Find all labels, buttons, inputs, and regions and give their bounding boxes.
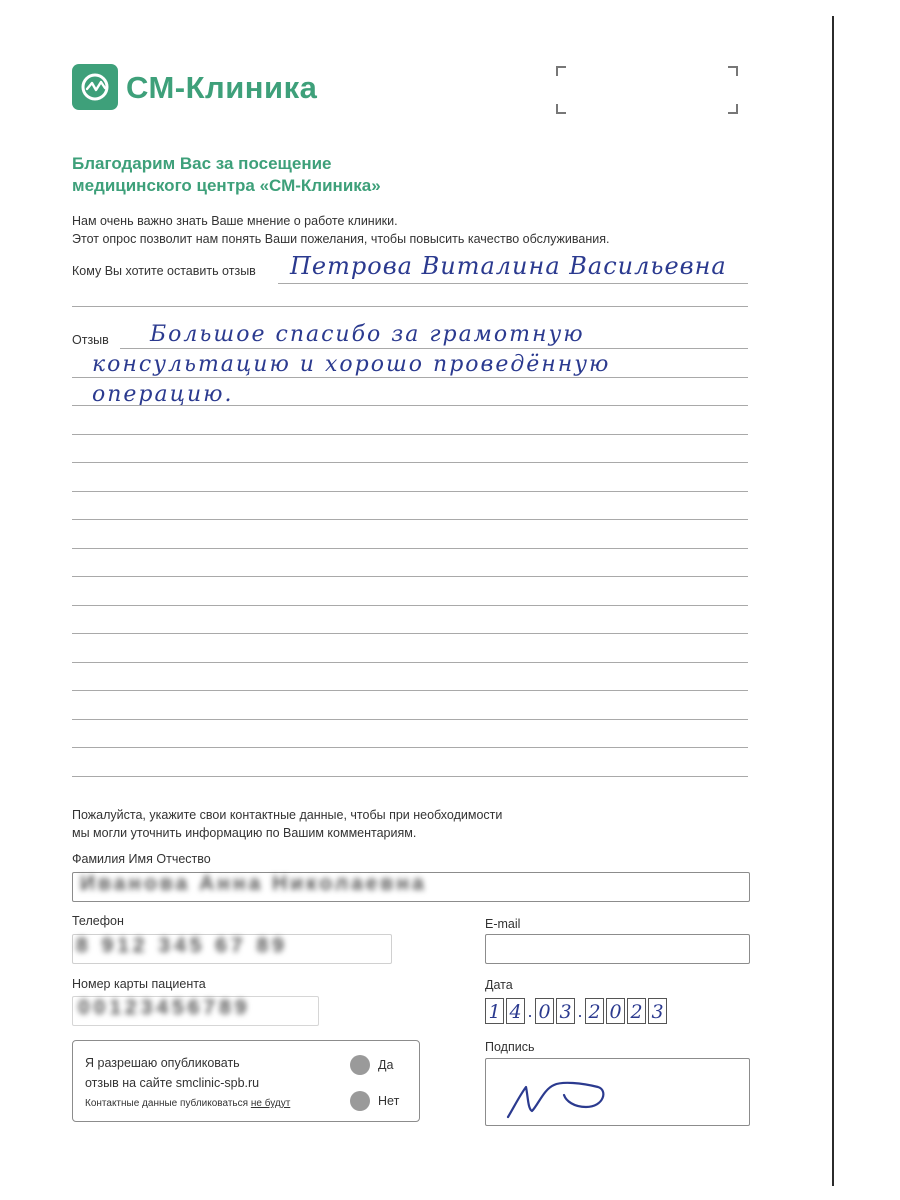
date-year-digit[interactable]: 3: [648, 998, 667, 1024]
date-month-digit[interactable]: 3: [556, 998, 575, 1024]
patient-card-label: Номер карты пациента: [72, 977, 206, 991]
consent-line-1: Я разрешаю опубликовать: [85, 1056, 240, 1070]
consent-yes-radio[interactable]: [350, 1055, 370, 1075]
consent-no-label: Нет: [378, 1094, 400, 1108]
rule-line: [72, 306, 748, 307]
rule-line: [72, 576, 748, 577]
corner-mark-tr: [728, 66, 738, 76]
rule-line: [72, 719, 748, 720]
rule-line: [120, 348, 748, 349]
rule-line: [72, 462, 748, 463]
review-line-1[interactable]: Большое спасибо за грамотную: [150, 322, 585, 347]
date-separator: .: [527, 1001, 533, 1021]
date-separator: .: [577, 1001, 583, 1021]
review-line-2[interactable]: консультацию и хорошо проведённую: [92, 352, 611, 377]
date-year-digit[interactable]: 0: [606, 998, 625, 1024]
handwritten-signature: [486, 1059, 749, 1125]
corner-mark-tl: [556, 66, 566, 76]
date-field[interactable]: [485, 996, 667, 1024]
rule-line: [72, 747, 748, 748]
rule-line: [72, 605, 748, 606]
contacts-prompt: [72, 806, 502, 842]
rule-line: [72, 491, 748, 492]
contacts-prompt-line-2: мы могли уточнить информацию по Вашим комментариям.: [72, 826, 417, 840]
recipient-label: Кому Вы хотите оставить отзыв: [72, 264, 256, 278]
clinic-logo-text: СМ-Клиника: [126, 70, 318, 105]
phone-label: Телефон: [72, 914, 124, 928]
review-line-3[interactable]: операцию.: [92, 382, 234, 407]
intro-text: [72, 212, 609, 248]
rule-line: [72, 405, 748, 406]
email-field[interactable]: [485, 934, 750, 964]
consent-note-text: Контактные данные публиковаться: [85, 1098, 251, 1109]
date-year-digit[interactable]: 2: [627, 998, 646, 1024]
intro-line-2: Этот опрос позволит нам понять Ваши пожелания, чтобы повысить качество обслуживания.: [72, 232, 610, 246]
consent-no-radio[interactable]: [350, 1091, 370, 1111]
rule-line: [72, 690, 748, 691]
full-name-value-redacted: Иванова Анна Николаевна: [80, 872, 427, 895]
consent-yes-label: Да: [378, 1058, 394, 1072]
full-name-label: Фамилия Имя Отчество: [72, 852, 211, 866]
phone-value-redacted: 8 912 345 67 89: [76, 934, 288, 957]
contacts-prompt-line-1: Пожалуйста, укажите свои контактные данные, чтобы при необходимости: [72, 808, 503, 822]
thanks-heading: [72, 153, 381, 197]
consent-note-emphasis: не будут: [250, 1098, 291, 1109]
consent-line-2: отзыв на сайте smclinic-spb.ru: [85, 1076, 260, 1090]
rule-line: [72, 377, 748, 378]
rule-line: [72, 776, 748, 777]
rule-line: [72, 519, 748, 520]
date-label: Дата: [485, 978, 513, 992]
rule-line: [72, 548, 748, 549]
date-day-digit[interactable]: 4: [506, 998, 525, 1024]
thanks-line-1: Благодарим Вас за посещение: [72, 154, 332, 173]
date-day-digit[interactable]: 1: [485, 998, 504, 1024]
corner-mark-br: [728, 104, 738, 114]
clinic-logo-icon: [72, 64, 118, 110]
email-label: E-mail: [485, 917, 521, 931]
signature-field[interactable]: [485, 1058, 750, 1126]
rule-line: [72, 633, 748, 634]
rule-line: [72, 662, 748, 663]
page-edge: [832, 16, 834, 1186]
rule-line: [72, 434, 748, 435]
intro-line-1: Нам очень важно знать Ваше мнение о работе клиники.: [72, 214, 398, 228]
publish-consent-box: [72, 1040, 420, 1122]
patient-card-value-redacted: 00123456789: [78, 996, 251, 1019]
review-label: Отзыв: [72, 333, 109, 347]
thanks-line-2: медицинского центра «СМ-Клиника»: [72, 176, 381, 195]
corner-mark-bl: [556, 104, 566, 114]
date-month-digit[interactable]: 0: [535, 998, 554, 1024]
recipient-handwritten-value[interactable]: Петрова Виталина Васильевна: [290, 252, 727, 280]
consent-note: [85, 1098, 290, 1109]
recipient-rule: [278, 283, 748, 284]
date-year-digit[interactable]: 2: [585, 998, 604, 1024]
signature-label: Подпись: [485, 1040, 535, 1054]
